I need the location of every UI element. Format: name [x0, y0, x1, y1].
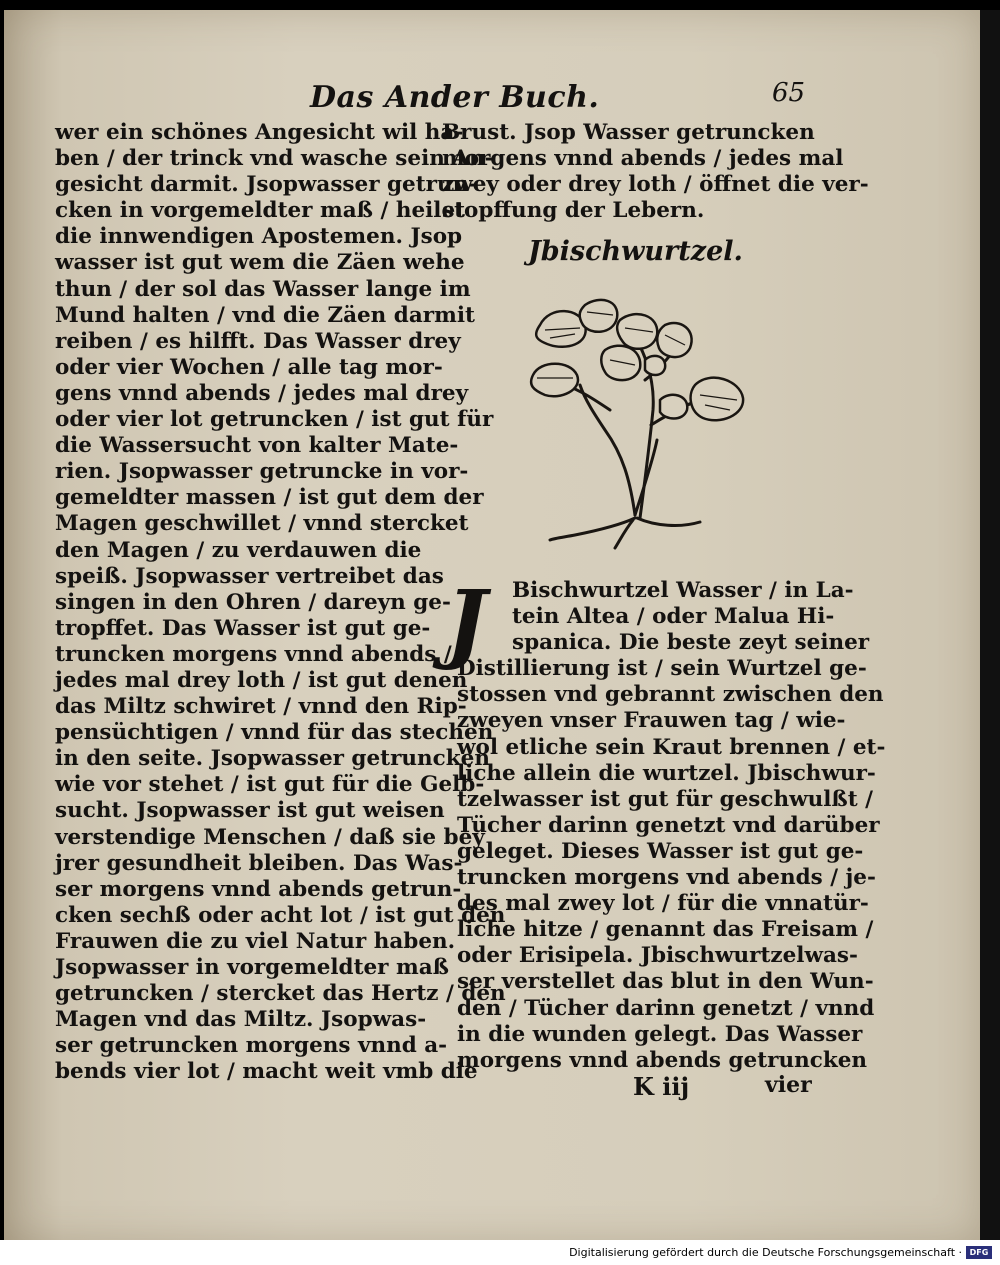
text-line: pensüchtigen / vnnd für das stechen	[55, 720, 494, 746]
text-line: truncken morgens vnd abends / je-	[457, 865, 876, 891]
text-line: liche hitze / genannt das Freisam /	[457, 917, 874, 943]
text-line: rien. Jsopwasser getruncke in vor-	[55, 459, 469, 485]
text-line: ser getruncken morgens vnnd a-	[55, 1033, 448, 1059]
text-line: Jsopwasser in vorgemeldter maß	[55, 955, 450, 980]
text-line: in den seite. Jsopwasser getruncken	[55, 746, 490, 772]
dfg-logo: DFG	[966, 1246, 992, 1259]
section-heading: Jbischwurtzel.	[528, 236, 743, 267]
text-line: oder Erisipela. Jbischwurtzelwas-	[457, 943, 858, 969]
text-line: Magen vnd das Miltz. Jsopwas-	[55, 1007, 427, 1033]
text-line: thun / der sol das Wasser lange im	[55, 276, 471, 302]
text-line: speiß. Jsopwasser vertreibet das	[55, 563, 444, 589]
text-line: Tücher darinn genetzt vnd darüber	[457, 812, 880, 838]
text-line: Magen geschwillet / vnnd stercket	[55, 511, 469, 537]
text-line: die Wassersucht von kalter Mate-	[55, 433, 459, 459]
text-line: zweyen vnser Frauwen tag / wie-	[457, 708, 846, 734]
left-column	[55, 120, 506, 1085]
text-line: zwey oder drey loth / öffnet die ver-	[442, 172, 869, 198]
text-line: den / Tücher darinn genetzt / vnnd	[457, 995, 875, 1021]
text-line: gens vnnd abends / jedes mal drey	[55, 380, 469, 406]
credit-bar	[0, 1240, 1000, 1265]
text-line: das Miltz schwiret / vnnd den Rip-	[55, 694, 467, 720]
text-line: wie vor stehet / ist gut für die Gelb-	[55, 772, 485, 798]
text-line: wasser ist gut wem die Zäen wehe	[55, 250, 465, 276]
text-line: stossen vnd gebrannt zwischen den	[457, 682, 884, 708]
text-line: verstendige Menschen / daß sie bey	[55, 824, 485, 850]
text-line: spanica. Die beste zeyt seiner	[512, 630, 870, 656]
right-column-top	[442, 120, 869, 224]
text-line: tein Altea / oder Malua Hi-	[512, 604, 835, 630]
page-footer	[625, 1072, 825, 1102]
text-line: liche allein die wurtzel. Jbischwur-	[457, 760, 876, 786]
page-edge	[980, 10, 1000, 1242]
text-line: Distillierung ist / sein Wurtzel ge-	[457, 656, 867, 682]
text-line: tzelwasser ist gut für geschwulßt /	[457, 786, 874, 812]
text-line: singen in den Ohren / dareyn ge-	[55, 589, 451, 615]
text-line: Bischwurtzel Wasser / in La-	[512, 578, 854, 603]
text-line: cken sechß oder acht lot / ist gut den	[55, 902, 506, 928]
text-line: den Magen / zu verdauwen die	[55, 537, 422, 563]
decorated-initial: J	[446, 572, 487, 673]
text-line: morgens vnnd abends / jedes mal	[442, 146, 844, 172]
text-line: jrer gesundheit bleiben. Das Was-	[55, 850, 463, 876]
catchword: vier	[765, 1072, 812, 1098]
text-line: stopffung der Lebern.	[442, 198, 705, 224]
text-line: cken in vorgemeldter maß / heilet	[55, 198, 466, 224]
text-line: truncken morgens vnnd abends /	[55, 641, 452, 667]
text-line: ben / der trinck vnd wasche sein An-	[55, 146, 494, 172]
text-line: getruncken / stercket das Hertz / den	[55, 981, 506, 1007]
text-line: ser verstellet das blut in den Wun-	[457, 969, 874, 995]
text-line: tropffet. Das Wasser ist gut ge-	[55, 615, 431, 641]
text-line: morgens vnnd abends getruncken	[457, 1047, 868, 1073]
running-title: Das Ander Buch.	[310, 80, 600, 115]
text-line: oder vier lot getruncken / ist gut für	[55, 407, 494, 433]
text-line: wer ein schönes Angesicht wil ha-	[55, 120, 464, 145]
text-line: in die wunden gelegt. Das Wasser	[457, 1021, 863, 1047]
text-line: reiben / es hilfft. Das Wasser drey	[55, 328, 461, 354]
text-line: die innwendigen Apostemen. Jsop	[55, 224, 463, 250]
signature-mark: K iij	[633, 1072, 690, 1101]
text-line: jedes mal drey loth / ist gut denen	[55, 667, 468, 693]
text-line: gemeldter massen / ist gut dem der	[55, 485, 484, 511]
text-line: bends vier lot / macht weit vmb die	[55, 1059, 478, 1085]
text-line: ser morgens vnnd abends getrun-	[55, 876, 462, 902]
text-line: sucht. Jsopwasser ist gut weisen	[55, 798, 445, 824]
text-line: Frauwen die zu viel Natur haben.	[55, 928, 456, 954]
right-column-bottom	[457, 578, 886, 1074]
page-header	[310, 80, 810, 120]
text-line: geleget. Dieses Wasser ist gut ge-	[457, 838, 864, 864]
credit-text: Digitalisierung gefördert durch die Deutsche Forschungsgemeinschaft ·	[569, 1246, 962, 1259]
text-line: oder vier Wochen / alle tag mor-	[55, 354, 443, 380]
text-line: Brust. Jsop Wasser getruncken	[442, 120, 815, 145]
text-line: Mund halten / vnd die Zäen darmit	[55, 302, 475, 328]
marshmallow-plant-woodcut-icon	[525, 290, 755, 555]
text-line: wol etliche sein Kraut brennen / et-	[457, 734, 886, 760]
text-line: des mal zwey lot / für die vnnatür-	[457, 891, 869, 917]
page-number: 65	[772, 78, 806, 108]
text-line: gesicht darmit. Jsopwasser getrun-	[55, 172, 478, 198]
